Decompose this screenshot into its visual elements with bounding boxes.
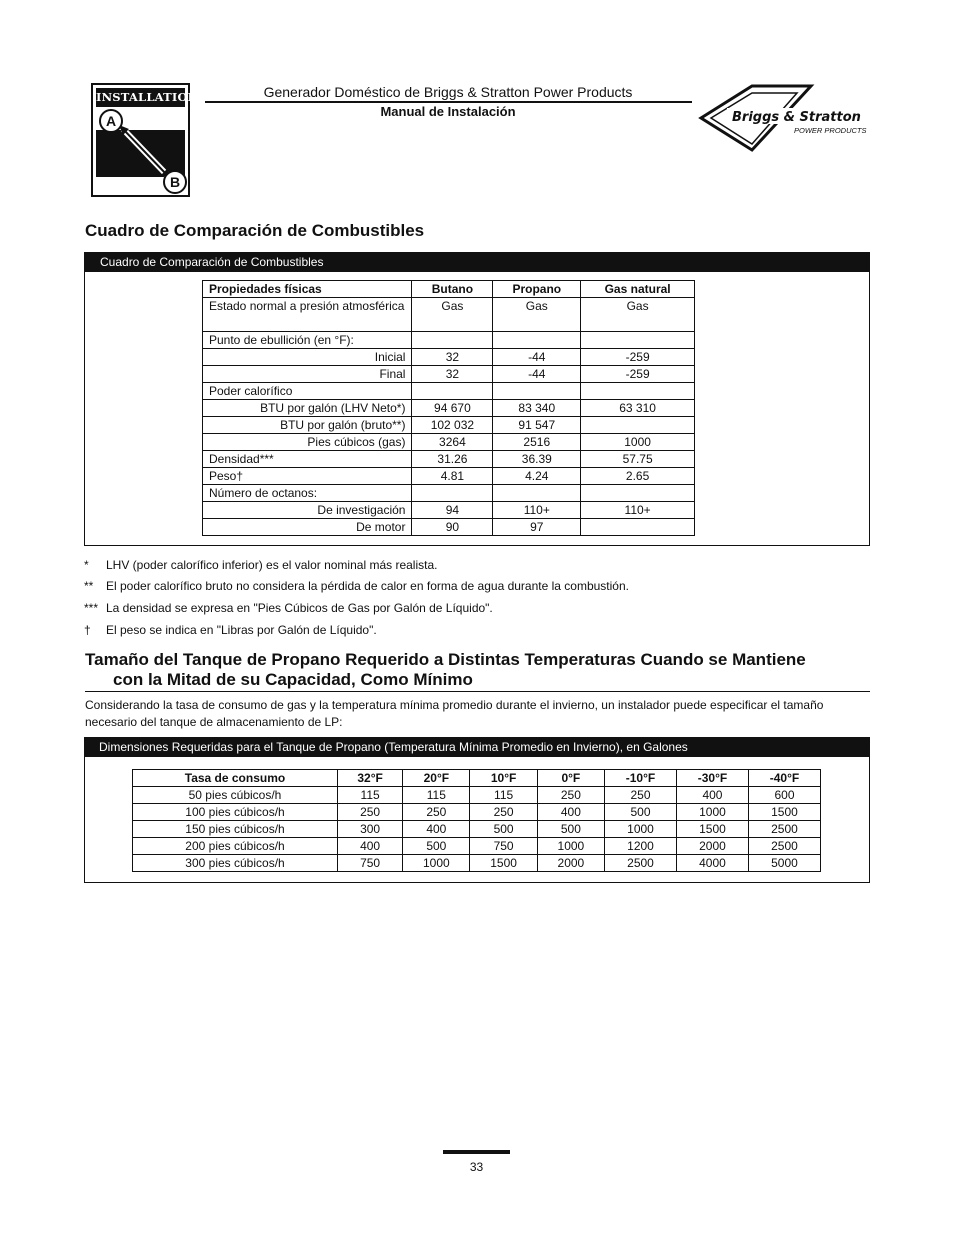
table-row bbox=[203, 400, 695, 417]
table-cell bbox=[412, 332, 493, 349]
column-header: -10°F bbox=[605, 770, 677, 787]
header-rule bbox=[205, 101, 692, 103]
footnote-mark: * bbox=[84, 558, 89, 572]
tank-size-box bbox=[84, 737, 870, 883]
table-cell: 97 bbox=[493, 519, 581, 536]
footnote-text: El peso se indica en "Libras por Galón de Líquido". bbox=[106, 623, 377, 637]
table-cell: 91 547 bbox=[493, 417, 581, 434]
table-cell: 2.65 bbox=[581, 468, 695, 485]
footnote-text: LHV (poder calorífico inferior) es el valor nominal más realista. bbox=[106, 558, 438, 572]
table-cell: 500 bbox=[605, 804, 677, 821]
column-header: Butano bbox=[412, 281, 493, 298]
column-header: Propiedades físicas bbox=[203, 281, 412, 298]
table-cell: 2500 bbox=[748, 821, 820, 838]
table-row bbox=[133, 838, 821, 855]
property-label: Número de octanos: bbox=[203, 485, 412, 502]
table-cell: 2516 bbox=[493, 434, 581, 451]
table-cell: 115 bbox=[338, 787, 403, 804]
table-cell: Gas bbox=[412, 298, 493, 332]
table-cell: 57.75 bbox=[581, 451, 695, 468]
table-cell: 1000 bbox=[605, 821, 677, 838]
table-cell bbox=[412, 485, 493, 502]
table-cell: 250 bbox=[605, 787, 677, 804]
table-cell: 400 bbox=[676, 787, 748, 804]
table-cell: 250 bbox=[338, 804, 403, 821]
table-cell: 4000 bbox=[676, 855, 748, 872]
table-cell: 1000 bbox=[403, 855, 470, 872]
property-label: Poder calorífico bbox=[203, 383, 412, 400]
table-cell: 300 bbox=[338, 821, 403, 838]
column-header: Propano bbox=[493, 281, 581, 298]
brand-subtitle: POWER PRODUCTS bbox=[794, 126, 867, 135]
table-cell: 4.81 bbox=[412, 468, 493, 485]
footnote-text: La densidad se expresa en "Pies Cúbicos de Gas por Galón de Líquido". bbox=[106, 601, 493, 615]
table-cell bbox=[581, 417, 695, 434]
table-cell: Gas bbox=[581, 298, 695, 332]
table-cell bbox=[581, 332, 695, 349]
briggs-stratton-logo bbox=[697, 84, 869, 154]
section-rule bbox=[85, 691, 870, 692]
table-cell: 110+ bbox=[493, 502, 581, 519]
table-cell: 150 pies cúbicos/h bbox=[133, 821, 338, 838]
table-cell: 102 032 bbox=[412, 417, 493, 434]
table-cell bbox=[581, 383, 695, 400]
propane-tank-heading-line2: con la Mitad de su Capacidad, Como Mínimo bbox=[113, 670, 473, 689]
footnote-mark: *** bbox=[84, 601, 99, 615]
tank-size-table bbox=[132, 769, 821, 872]
table-cell: 3264 bbox=[412, 434, 493, 451]
table-cell: -259 bbox=[581, 349, 695, 366]
table-row bbox=[203, 468, 695, 485]
fuel-comparison-table bbox=[202, 280, 695, 536]
table-cell: 600 bbox=[748, 787, 820, 804]
table-cell: 32 bbox=[412, 366, 493, 383]
table-cell: -259 bbox=[581, 366, 695, 383]
fuel-comparison-heading: Cuadro de Comparación de Combustibles bbox=[85, 221, 425, 240]
table-cell: 115 bbox=[470, 787, 537, 804]
table-cell: 1000 bbox=[537, 838, 604, 855]
a-to-b-arrow-icon bbox=[93, 85, 192, 199]
property-label: Punto de ebullición (en °F): bbox=[203, 332, 412, 349]
table-cell bbox=[493, 485, 581, 502]
table-cell: 500 bbox=[403, 838, 470, 855]
table-cell: 2000 bbox=[676, 838, 748, 855]
logo-a-letter: A bbox=[105, 113, 117, 129]
page-number-bar bbox=[443, 1150, 510, 1154]
table-cell: 250 bbox=[470, 804, 537, 821]
table-cell: 750 bbox=[470, 838, 537, 855]
table-row bbox=[203, 383, 695, 400]
table-cell: 1500 bbox=[470, 855, 537, 872]
table-cell: 400 bbox=[338, 838, 403, 855]
table-row bbox=[203, 485, 695, 502]
table-cell: 100 pies cúbicos/h bbox=[133, 804, 338, 821]
propane-tank-heading bbox=[85, 650, 870, 690]
footnote bbox=[84, 558, 437, 572]
footnote-mark: ** bbox=[84, 579, 94, 593]
table-cell: 300 pies cúbicos/h bbox=[133, 855, 338, 872]
property-label: Peso† bbox=[203, 468, 412, 485]
table-cell bbox=[493, 332, 581, 349]
table-cell: -44 bbox=[493, 349, 581, 366]
table-cell: 94 bbox=[412, 502, 493, 519]
column-header: -40°F bbox=[748, 770, 820, 787]
logo-b-letter: B bbox=[169, 174, 181, 190]
table-cell: 50 pies cúbicos/h bbox=[133, 787, 338, 804]
propane-tank-heading-line1: Tamaño del Tanque de Propano Requerido a Distintas Temperaturas Cuando se Mantiene bbox=[85, 650, 806, 669]
table-cell: 31.26 bbox=[412, 451, 493, 468]
table-cell: 2500 bbox=[605, 855, 677, 872]
property-label: De investigación bbox=[203, 502, 412, 519]
table-cell: 1500 bbox=[748, 804, 820, 821]
property-label: De motor bbox=[203, 519, 412, 536]
table-cell: 2000 bbox=[537, 855, 604, 872]
footnote bbox=[84, 601, 493, 615]
table-row bbox=[203, 349, 695, 366]
table-row bbox=[203, 434, 695, 451]
table-cell: 32 bbox=[412, 349, 493, 366]
property-label: BTU por galón (LHV Neto*) bbox=[203, 400, 412, 417]
table-cell: 500 bbox=[537, 821, 604, 838]
table-row bbox=[203, 451, 695, 468]
table-row bbox=[203, 332, 695, 349]
brand-name: Briggs & Stratton bbox=[732, 110, 861, 125]
table-cell bbox=[581, 485, 695, 502]
footnote-mark: † bbox=[84, 623, 91, 637]
column-header: 32°F bbox=[338, 770, 403, 787]
table-cell: 750 bbox=[338, 855, 403, 872]
table-cell: 36.39 bbox=[493, 451, 581, 468]
tank-size-box-title: Dimensiones Requeridas para el Tanque de Propano (Temperatura Mínima Promedio en Invierno), en Galones bbox=[85, 738, 869, 757]
table-cell: 400 bbox=[537, 804, 604, 821]
table-cell: 5000 bbox=[748, 855, 820, 872]
property-label: Pies cúbicos (gas) bbox=[203, 434, 412, 451]
table-cell: 1500 bbox=[676, 821, 748, 838]
table-row bbox=[203, 502, 695, 519]
table-cell: 4.24 bbox=[493, 468, 581, 485]
table-row bbox=[133, 855, 821, 872]
column-header: 20°F bbox=[403, 770, 470, 787]
column-header: 10°F bbox=[470, 770, 537, 787]
propane-tank-intro: Considerando la tasa de consumo de gas y la temperatura mínima promedio durante el invierno, un instalador puede especificar el tamaño necesario del tanque de almacenamiento de LP: bbox=[85, 698, 824, 729]
table-row bbox=[133, 787, 821, 804]
table-cell bbox=[581, 519, 695, 536]
table-cell: 1000 bbox=[676, 804, 748, 821]
table-row bbox=[203, 298, 695, 332]
column-header: Tasa de consumo bbox=[133, 770, 338, 787]
document-subtitle: Manual de Instalación bbox=[380, 104, 516, 119]
table-row bbox=[203, 519, 695, 536]
footnote bbox=[84, 579, 629, 593]
fuel-comparison-box-title: Cuadro de Comparación de Combustibles bbox=[85, 253, 869, 272]
column-header: -30°F bbox=[676, 770, 748, 787]
footnote-text: El poder calorífico bruto no considera la pérdida de calor en forma de agua durante la combustión. bbox=[106, 579, 629, 593]
column-header: Gas natural bbox=[581, 281, 695, 298]
table-cell: 2500 bbox=[748, 838, 820, 855]
table-header-row bbox=[133, 770, 821, 787]
table-cell: 400 bbox=[403, 821, 470, 838]
table-cell: Gas bbox=[493, 298, 581, 332]
table-row bbox=[203, 417, 695, 434]
table-header-row bbox=[203, 281, 695, 298]
table-cell bbox=[412, 383, 493, 400]
property-label: Estado normal a presión atmosférica bbox=[203, 298, 412, 332]
table-row bbox=[203, 366, 695, 383]
column-header: 0°F bbox=[537, 770, 604, 787]
table-cell: 63 310 bbox=[581, 400, 695, 417]
table-cell: 94 670 bbox=[412, 400, 493, 417]
table-cell: 250 bbox=[537, 787, 604, 804]
document-title: Generador Doméstico de Briggs & Stratton Power Products bbox=[263, 84, 633, 100]
installation-logo-label: INSTALLATION bbox=[96, 88, 185, 107]
table-cell: 1000 bbox=[581, 434, 695, 451]
table-cell: 83 340 bbox=[493, 400, 581, 417]
page-number: 33 bbox=[469, 1160, 484, 1174]
property-label: Densidad*** bbox=[203, 451, 412, 468]
table-cell: 500 bbox=[470, 821, 537, 838]
table-cell: 1200 bbox=[605, 838, 677, 855]
table-cell: 200 pies cúbicos/h bbox=[133, 838, 338, 855]
table-cell bbox=[493, 383, 581, 400]
table-cell: 90 bbox=[412, 519, 493, 536]
installation-logo bbox=[91, 83, 199, 197]
table-row bbox=[133, 821, 821, 838]
table-cell: 115 bbox=[403, 787, 470, 804]
table-row bbox=[133, 804, 821, 821]
property-label: BTU por galón (bruto**) bbox=[203, 417, 412, 434]
property-label: Final bbox=[203, 366, 412, 383]
table-cell: 110+ bbox=[581, 502, 695, 519]
fuel-comparison-box bbox=[84, 252, 870, 546]
footnote bbox=[84, 623, 377, 637]
property-label: Inicial bbox=[203, 349, 412, 366]
table-cell: -44 bbox=[493, 366, 581, 383]
table-cell: 250 bbox=[403, 804, 470, 821]
